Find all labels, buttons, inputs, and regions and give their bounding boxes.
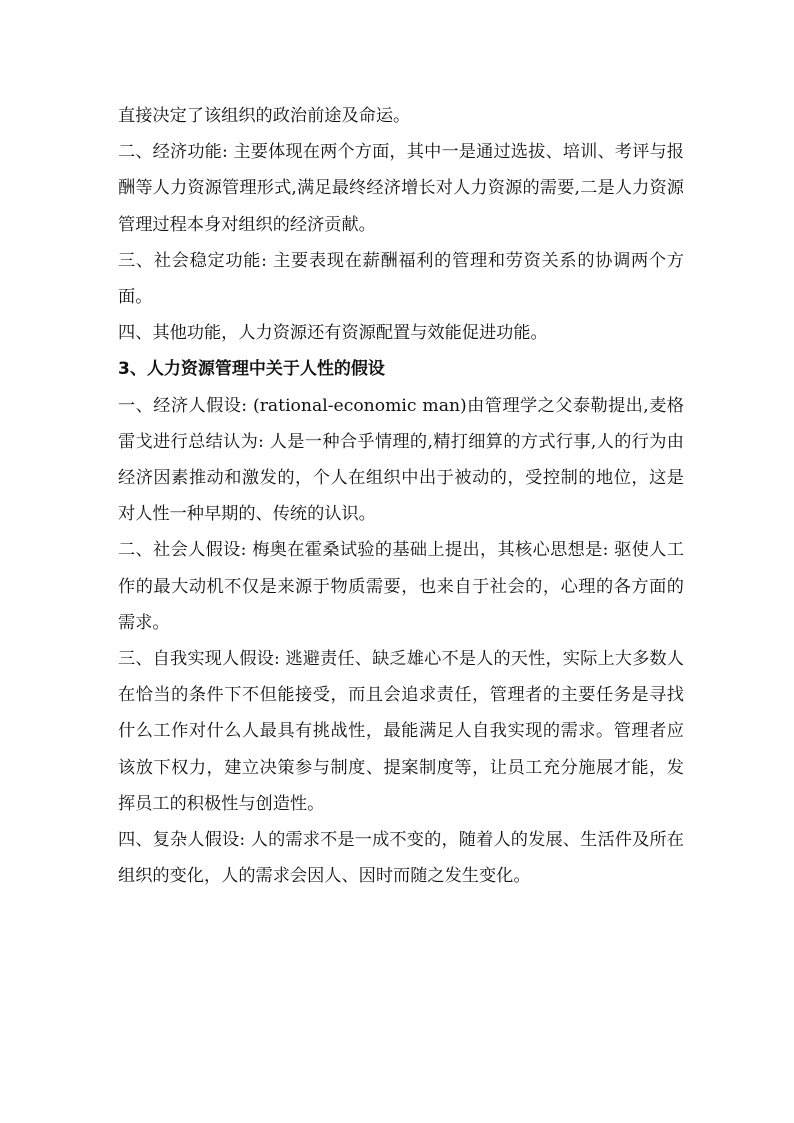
paragraph-social-man: 二、社会人假设: 梅奥在霍桑试验的基础上提出，其核心思想是: 驱使人工作的最大动机不仅是来源于物质需要，也来自于社会的，心理的各方面的需求。 [118,540,684,633]
section-heading-human-nature: 3、人力资源管理中关于人性的假设 [118,359,385,380]
paragraph-other-functions: 四、其他功能，人力资源还有资源配置与效能促进功能。 [118,323,548,344]
paragraph-economic-man: 一、经济人假设: (rational-economic man)由管理学之父泰勒提出,麦格雷戈进行总结认为: 人是一种合乎情理的,精打细算的方式行事,人的行为由经济因素推动和激发的，个人在组织中出于被动的，受控制的地位，这是对人性一种早期的、传统的认识。 [118,395,684,525]
paragraph-self-actualizing-man: 三、自我实现人假设: 逃避责任、缺乏雄心不是人的天性，实际上大多数人在恰当的条件下不但能接受，而且会追求责任，管理者的主要任务是寻找什么工作对什么人最具有挑战性，最能满足人自我实现的需求。管理者应该放下权力，建立决策参与制度、提案制度等，让员工充分施展才能，发挥员工的积极性与创造性。 [118,649,684,814]
paragraph-economic-function: 二、经济功能: 主要体现在两个方面，其中一是通过选拔、培训、考评与报酬等人力资源管理形式,满足最终经济增长对人力资源的需要,二是人力资源管理过程本身对组织的经济贡献。 [118,142,684,235]
paragraph-political-function-end: 直接决定了该组织的政治前途及命运。 [118,106,411,126]
document-body [118,98,684,894]
paragraph-complex-man: 四、复杂人假设: 人的需求不是一成不变的，随着人的发展、生活件及所在组织的变化，人的需求会因人、因时而随之发生变化。 [118,830,684,887]
paragraph-social-stability-function: 三、社会稳定功能: 主要表现在薪酬福利的管理和劳资关系的协调两个方面。 [118,250,684,308]
